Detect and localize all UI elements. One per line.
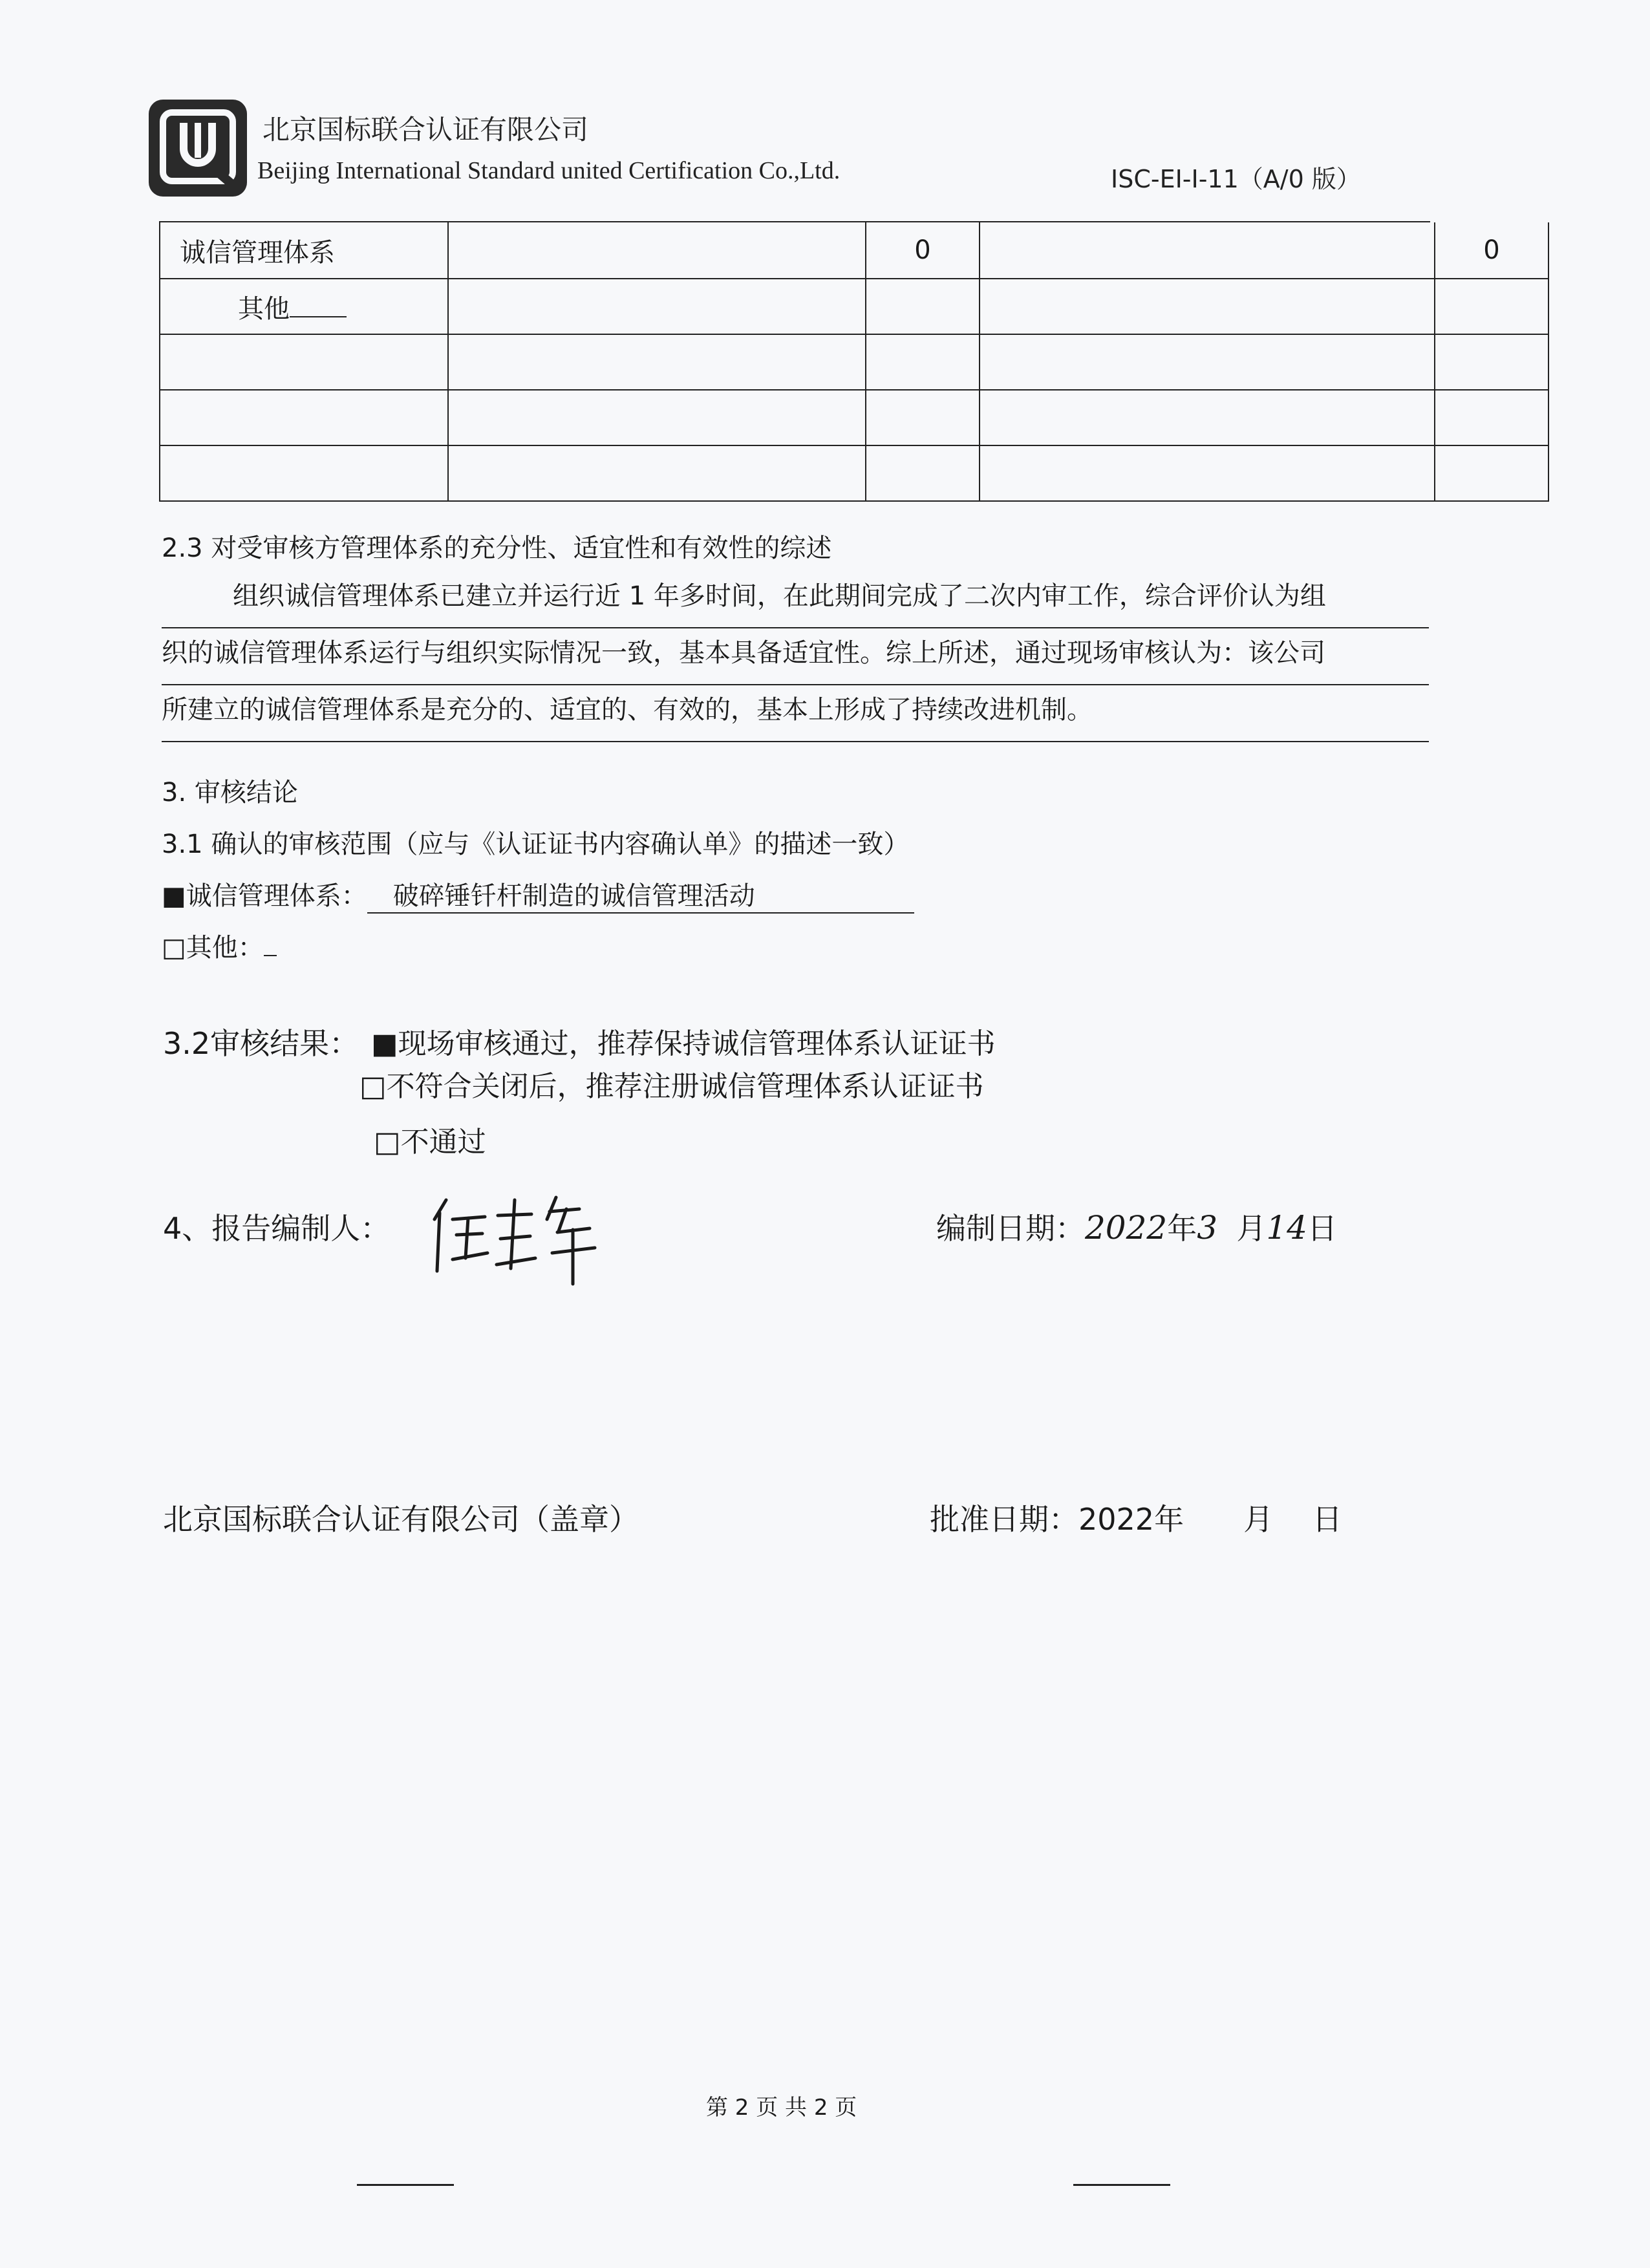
scope-value: 破碎锤钎杆制造的诚信管理活动 — [367, 875, 914, 914]
section-2-3-paragraph — [162, 572, 1429, 742]
table-cell — [980, 279, 1435, 334]
approval-date — [930, 1496, 1342, 1539]
table-cell — [980, 445, 1435, 501]
section-2-3-heading: 2.3 对受审核方管理体系的充分性、适宜性和有效性的综述 — [162, 533, 832, 563]
table-cell — [448, 445, 866, 501]
table-cell: 0 — [866, 222, 980, 279]
date-day: 14 — [1266, 1209, 1307, 1246]
table-row — [160, 222, 1548, 279]
table-row — [160, 279, 1548, 334]
company-name-cn: 北京国标联合认证有限公司 — [262, 114, 589, 145]
table-cell — [866, 279, 980, 334]
section-3-heading: 3. 审核结论 — [162, 778, 298, 808]
approval-date-label: 批准日期： — [930, 1502, 1078, 1537]
result-option-after-close: □不符合关闭后，推荐注册诚信管理体系认证证书 — [359, 1070, 984, 1103]
company-name-en: Beijing International Standard united Certification Co.,Ltd. — [257, 157, 841, 184]
table-cell — [1435, 279, 1548, 334]
handwritten-signature — [420, 1181, 614, 1303]
date-year-unit: 年 — [1167, 1211, 1197, 1246]
scope-other-label: □其他： — [162, 933, 264, 963]
audit-table — [159, 222, 1549, 502]
bottom-mark-left — [357, 2184, 454, 2186]
table-cell — [980, 222, 1435, 279]
table-cell — [448, 334, 866, 390]
table-row — [160, 445, 1548, 501]
result-option-pass: ■现场审核通过，推荐保持诚信管理体系认证证书 — [371, 1027, 996, 1060]
table-cell — [448, 222, 866, 279]
table-cell — [448, 279, 866, 334]
report-date-label: 编制日期： — [936, 1211, 1085, 1246]
page-number: 第 2 页 共 2 页 — [706, 2095, 857, 2121]
section-3-1-note: （应与《认证证书内容确认单》的描述一致） — [392, 829, 910, 859]
date-day-unit: 日 — [1307, 1211, 1337, 1246]
date-month-unit: 月 — [1236, 1211, 1267, 1246]
scope-row — [162, 875, 914, 914]
paragraph-line: 织的诚信管理体系运行与组织实际情况一致，基本具备适宜性。综上所述，通过现场审核认为：该公司 — [162, 628, 1429, 685]
scope-other-row — [162, 927, 277, 964]
table-cell — [160, 445, 448, 501]
blank-underline — [264, 936, 277, 956]
table-cell — [866, 445, 980, 501]
table-cell — [980, 390, 1435, 445]
blank-underline — [290, 294, 347, 317]
table-cell-other: 其他 — [160, 279, 448, 334]
company-seal-line: 北京国标联合认证有限公司（盖章） — [163, 1502, 639, 1537]
table-cell — [160, 334, 448, 390]
audit-result-label: 3.2审核结果： — [163, 1026, 359, 1061]
table-cell — [1435, 390, 1548, 445]
table-cell: 诚信管理体系 — [160, 222, 448, 279]
table-cell: 0 — [1435, 222, 1548, 279]
date-year: 2022 — [1085, 1209, 1168, 1246]
scope-label: ■诚信管理体系： — [162, 881, 367, 911]
company-logo — [146, 97, 250, 199]
date-month: 3 — [1197, 1209, 1218, 1246]
table-cell — [1435, 334, 1548, 390]
paragraph-line: 组织诚信管理体系已建立并运行近 1 年多时间，在此期间完成了二次内审工作，综合评价认为组 — [162, 572, 1429, 628]
table-cell — [1435, 445, 1548, 501]
section-3-1-heading — [162, 824, 909, 861]
document-code: ISC-EI-I-11（A/0 版） — [1111, 165, 1361, 193]
table-cell — [448, 390, 866, 445]
table-cell — [980, 334, 1435, 390]
table-row — [160, 334, 1548, 390]
report-date — [936, 1205, 1337, 1248]
approval-date-value: 2022年 月 日 — [1078, 1502, 1342, 1537]
result-option-fail: □不通过 — [374, 1126, 486, 1159]
table-cell — [866, 334, 980, 390]
table-cell — [866, 390, 980, 445]
table-row — [160, 390, 1548, 445]
section-3-1-title: 3.1 确认的审核范围 — [162, 829, 392, 859]
table-cell — [160, 390, 448, 445]
paragraph-line: 所建立的诚信管理体系是充分的、适宜的、有效的，基本上形成了持续改进机制。 — [162, 685, 1429, 742]
bottom-mark-right — [1073, 2184, 1170, 2186]
report-author-label: 4、报告编制人： — [163, 1211, 391, 1246]
